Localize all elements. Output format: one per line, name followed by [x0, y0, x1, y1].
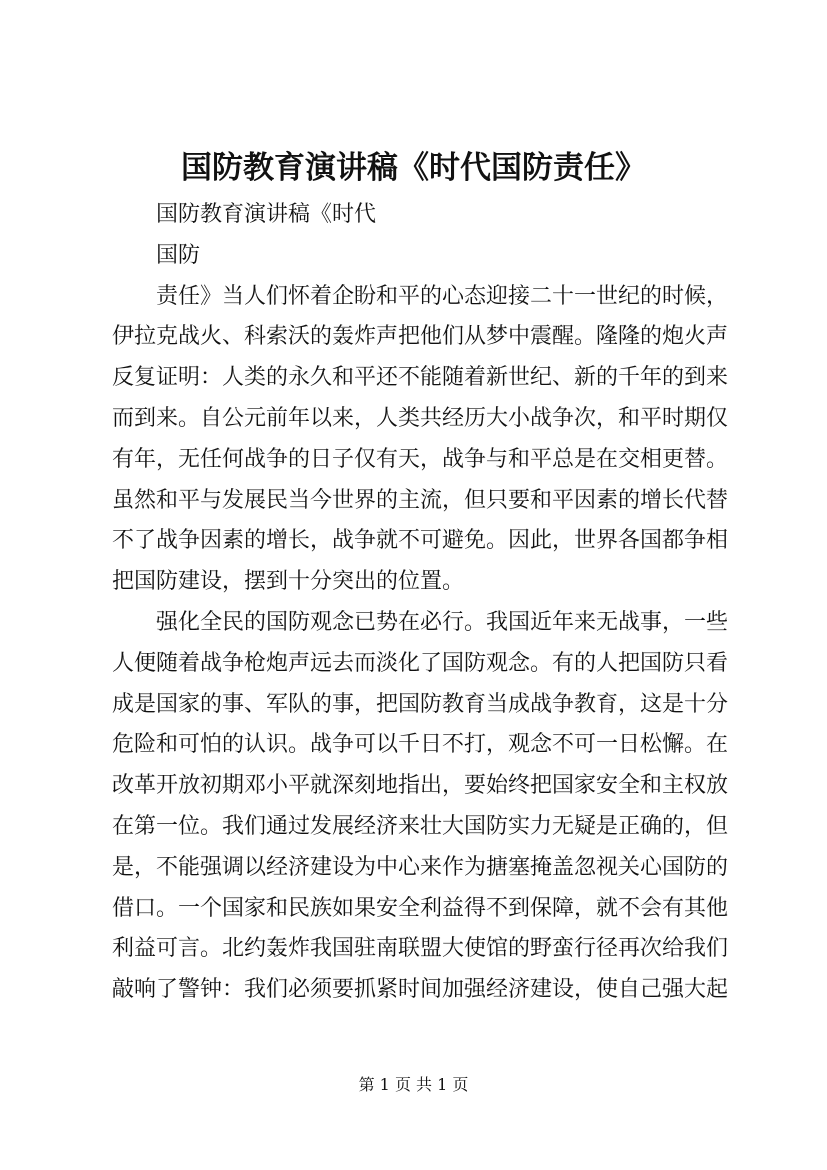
document-body	[112, 195, 732, 1011]
text-line: 有年，无任何战争的日子仅有天，战争与和平总是在交相更替。	[112, 446, 729, 472]
paragraph-1	[112, 277, 732, 603]
text-line: 改革开放初期邓小平就深刻地指出，要始终把国家安全和主权放	[112, 773, 729, 799]
text-line: 人便随着战争枪炮声远去而淡化了国防观念。有的人把国防只看	[112, 650, 729, 676]
text-line: 把国防建设，摆到十分突出的位置。	[112, 569, 465, 595]
page-footer: 第 1 页 共 1 页	[358, 1075, 469, 1094]
text-line: 不了战争因素的增长，战争就不可避免。因此，世界各国都争相	[112, 528, 729, 554]
text-line: 伊拉克战火、科索沃的轰炸声把他们从梦中震醒。隆隆的炮火声	[112, 324, 729, 350]
text-line: 责任》当人们怀着企盼和平的心态迎接二十一世纪的时候，	[156, 283, 729, 309]
text-line: 危险和可怕的认识。战争可以千日不打，观念不可一日松懈。在	[112, 732, 729, 758]
text-line: 虽然和平与发展民当今世界的主流，但只要和平因素的增长代替	[112, 487, 729, 513]
text-line: 是，不能强调以经济建设为中心来作为搪塞掩盖忽视关心国防的	[112, 854, 729, 880]
text-line: 而到来。自公元前年以来，人类共经历大小战争次，和平时期仅	[112, 405, 729, 431]
text-line: 借口。一个国家和民族如果安全利益得不到保障，就不会有其他	[112, 895, 729, 921]
text-line: 在第一位。我们通过发展经济来壮大国防实力无疑是正确的，但	[112, 813, 729, 839]
text-line: 利益可言。北约轰炸我国驻南联盟大使馆的野蛮行径再次给我们	[112, 936, 729, 962]
subtitle-line: 国防教育演讲稿《时代	[156, 202, 377, 227]
text-line: 成是国家的事、军队的事，把国防教育当成战争教育，这是十分	[112, 691, 729, 717]
text-line: 强化全民的国防观念已势在必行。我国近年来无战事，一些	[156, 609, 729, 635]
text-line: 敲响了警钟：我们必须要抓紧时间加强经济建设，使自己强大起	[112, 977, 729, 1003]
text-line: 反复证明：人类的永久和平还不能随着新世纪、新的千年的到来	[112, 365, 729, 391]
subtitle-line: 国防	[156, 242, 201, 268]
document-title: 国防教育演讲稿《时代国防责任》	[181, 150, 646, 186]
paragraph-2	[112, 603, 732, 1011]
